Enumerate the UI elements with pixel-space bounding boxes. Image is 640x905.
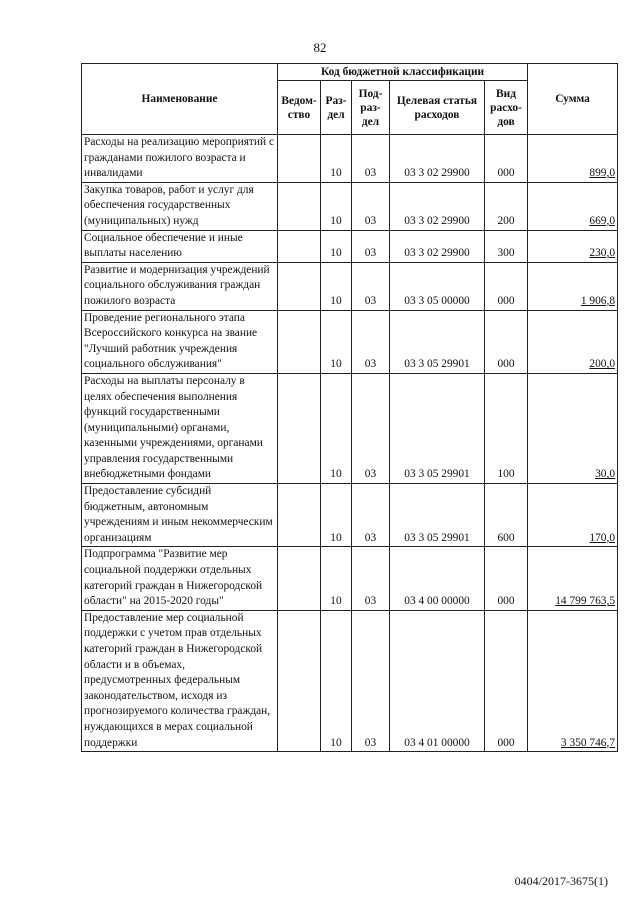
row-sum-value: 30,0 [595,468,616,481]
row-vid: 000 [485,547,528,610]
row-podrazdel: 03 [352,182,390,230]
row-sum [528,484,618,547]
row-razdel: 10 [321,182,352,230]
row-statya: 03 3 05 29901 [390,310,485,373]
row-podrazdel: 03 [352,230,390,262]
row-vid: 200 [485,182,528,230]
row-statya: 03 3 05 00000 [390,262,485,310]
row-sum [528,373,618,483]
row-vedomstvo [278,230,321,262]
row-razdel: 10 [321,310,352,373]
row-vedomstvo [278,310,321,373]
table-body [82,135,618,752]
row-sum-value: 230,0 [589,247,616,260]
row-statya: 03 3 05 29901 [390,484,485,547]
row-vedomstvo [278,484,321,547]
row-statya: 03 3 02 29900 [390,135,485,183]
row-podrazdel: 03 [352,262,390,310]
row-sum [528,230,618,262]
row-statya: 03 3 02 29900 [390,230,485,262]
row-vid: 000 [485,135,528,183]
row-podrazdel: 03 [352,373,390,483]
row-statya: 03 4 00 00000 [390,547,485,610]
header-budget-code-group: Код бюджетной классификации [278,64,528,81]
row-razdel: 10 [321,230,352,262]
row-sum [528,135,618,183]
row-podrazdel: 03 [352,610,390,751]
row-name: Закупка товаров, работ и услуг для обеспечения государственных (муниципальных) нужд [82,182,278,230]
table-row [82,310,618,373]
row-razdel: 10 [321,484,352,547]
row-name: Расходы на выплаты персоналу в целях обеспечения выполнения функций государственными (муниципальными) органами, казенными учреждениями, органами управления государственными внебюджетными фондами [82,373,278,483]
row-sum [528,182,618,230]
row-razdel: 10 [321,547,352,610]
row-name: Развитие и модернизация учреждений социального обслуживания граждан пожилого возраста [82,262,278,310]
row-sum-value: 1 906,8 [580,294,616,307]
row-razdel: 10 [321,262,352,310]
row-vid: 000 [485,310,528,373]
table-row [82,230,618,262]
row-podrazdel: 03 [352,547,390,610]
row-vedomstvo [278,373,321,483]
row-vedomstvo [278,262,321,310]
table-row [82,373,618,483]
row-razdel: 10 [321,135,352,183]
document-code: 0404/2017-3675(1) [514,874,608,888]
row-podrazdel: 03 [352,484,390,547]
header-name: Наименование [82,64,278,135]
row-sum [528,310,618,373]
row-name: Предоставление субсидий бюджетным, автономным учреждениям и иным некоммерческим организациям [82,484,278,547]
row-sum [528,262,618,310]
row-vedomstvo [278,135,321,183]
row-sum-value: 669,0 [589,214,616,227]
header-vid: Вид расхо-дов [485,81,528,135]
row-razdel: 10 [321,373,352,483]
row-sum-value: 899,0 [589,167,616,180]
header-podrazdel: Под-раз-дел [352,81,390,135]
table-row [82,182,618,230]
row-statya: 03 4 01 00000 [390,610,485,751]
row-name: Расходы на реализацию мероприятий с гражданами пожилого возраста и инвалидами [82,135,278,183]
row-name: Подпрограмма "Развитие мер социальной поддержки отдельных категорий граждан в Нижегородской области" на 2015-2020 годы" [82,547,278,610]
row-statya: 03 3 05 29901 [390,373,485,483]
row-vid: 600 [485,484,528,547]
row-sum-value: 170,0 [589,531,616,544]
row-sum [528,610,618,751]
table-row [82,610,618,751]
table-row [82,262,618,310]
row-podrazdel: 03 [352,135,390,183]
row-vid: 000 [485,262,528,310]
table-row [82,135,618,183]
header-vedomstvo: Ведом-ство [278,81,321,135]
row-sum [528,547,618,610]
page-number: 82 [313,40,327,55]
header-razdel: Раз-дел [321,81,352,135]
row-statya: 03 3 02 29900 [390,182,485,230]
table-row [82,547,618,610]
budget-table [81,63,618,752]
row-podrazdel: 03 [352,310,390,373]
row-name: Предоставление мер социальной поддержки с учетом прав отдельных категорий граждан в Нижегородской области и в объемах, предусмотренных федеральным законодательством, исходя из прогнозируемого количества граждан, нуждающихся в мерах социальной поддержки [82,610,278,751]
row-vid: 000 [485,610,528,751]
row-razdel: 10 [321,610,352,751]
row-sum-value: 3 350 746,7 [560,736,616,749]
row-vedomstvo [278,182,321,230]
header-statya: Целевая статья расходов [390,81,485,135]
row-vid: 300 [485,230,528,262]
row-sum-value: 200,0 [589,358,616,371]
row-name: Социальное обеспечение и иные выплаты населению [82,230,278,262]
row-vedomstvo [278,610,321,751]
table-row [82,484,618,547]
row-vedomstvo [278,547,321,610]
row-vid: 100 [485,373,528,483]
row-sum-value: 14 799 763,5 [555,595,616,608]
row-name: Проведение регионального этапа Всероссийского конкурса на звание "Лучший работник учреждения социального обслуживания" [82,310,278,373]
header-sum: Сумма [528,64,618,135]
